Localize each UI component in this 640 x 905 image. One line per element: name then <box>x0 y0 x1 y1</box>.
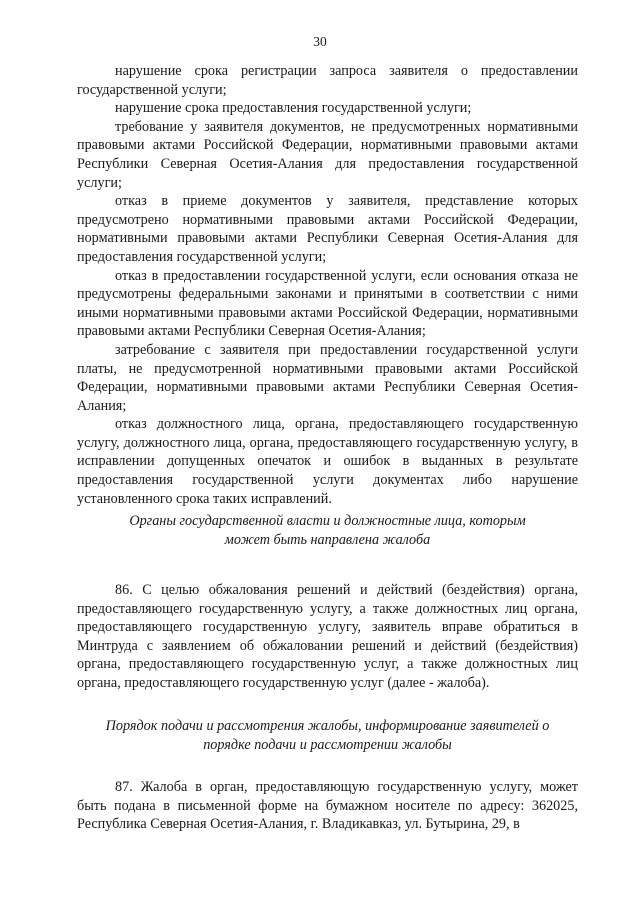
page-number: 30 <box>313 34 327 49</box>
paragraph-86 <box>77 581 578 693</box>
section-heading-procedure <box>77 717 578 754</box>
section-heading-authorities <box>77 512 578 549</box>
heading-line: Органы государственной власти и должностные лица, которым <box>129 513 526 529</box>
list-item: затребование с заявителя при предоставлении государственной услуги платы, не предусмотренной нормативными правовыми актами Российской Федерации, нормативными правовыми актами Республики Северная Осетия-Алания; <box>77 341 578 414</box>
heading-line: может быть направлена жалоба <box>224 531 431 548</box>
paragraph-text: 87. Жалоба в орган, предоставляющую государственную услугу, может быть подана в письменной форме на бумажном носителе по адресу: 362025, Республика Северная Осетия-Алания, г. Владикавказ, ул. Бутырина, 29, в <box>77 779 578 833</box>
violations-list <box>77 62 578 508</box>
list-item: отказ в приеме документов у заявителя, представление которых предусмотрено нормативными правовыми актами Российской Федерации, нормативными правовыми актами Республики Северная Осетия-Алания для предоставления государственной услуги; <box>77 193 578 265</box>
heading-line: порядке подачи и рассмотрении жалобы <box>203 736 452 753</box>
list-item: отказ в предоставлении государственной услуги, если основания отказа не предусмотрены федеральными законами и принятыми в соответствии с ними иными нормативными правовыми актами Российской Федерации, нормативными правовыми актами Республики Северная Осетия-Алания; <box>77 267 578 340</box>
list-item: нарушение срока регистрации запроса заявителя о предоставлении государственной услуги; <box>77 63 578 98</box>
list-item: требование у заявителя документов, не предусмотренных нормативными правовыми актами Российской Федерации, нормативными правовыми актами Республики Северная Осетия-Алания для предоставления государственной услуги; <box>77 118 578 191</box>
paragraph-text: 86. С целью обжалования решений и действий (бездействия) органа, предоставляющего государственную услугу, а также должностных лиц органа, предоставляющего государственную услугу, заявитель вправе обратиться в Минтруда с заявлением об обжаловании решений и действий (бездействия) органа, предоставляющего государственную услуг, а также должностных лиц органа, предоставляющего государственную услуг (далее - жалоба). <box>77 582 578 691</box>
list-item: отказ должностного лица, органа, предоставляющего государственную услугу, должностного лица, органа, предоставляющего государственную услугу, в исправлении допущенных опечаток и ошибок в выданных в результате предоставления государственной услуги документах либо нарушение установленного срока таких исправлений. <box>77 416 578 507</box>
list-item: нарушение срока предоставления государственной услуги; <box>115 100 472 117</box>
heading-line: Порядок подачи и рассмотрения жалобы, информирование заявителей о <box>105 718 550 734</box>
paragraph-87 <box>77 778 578 834</box>
